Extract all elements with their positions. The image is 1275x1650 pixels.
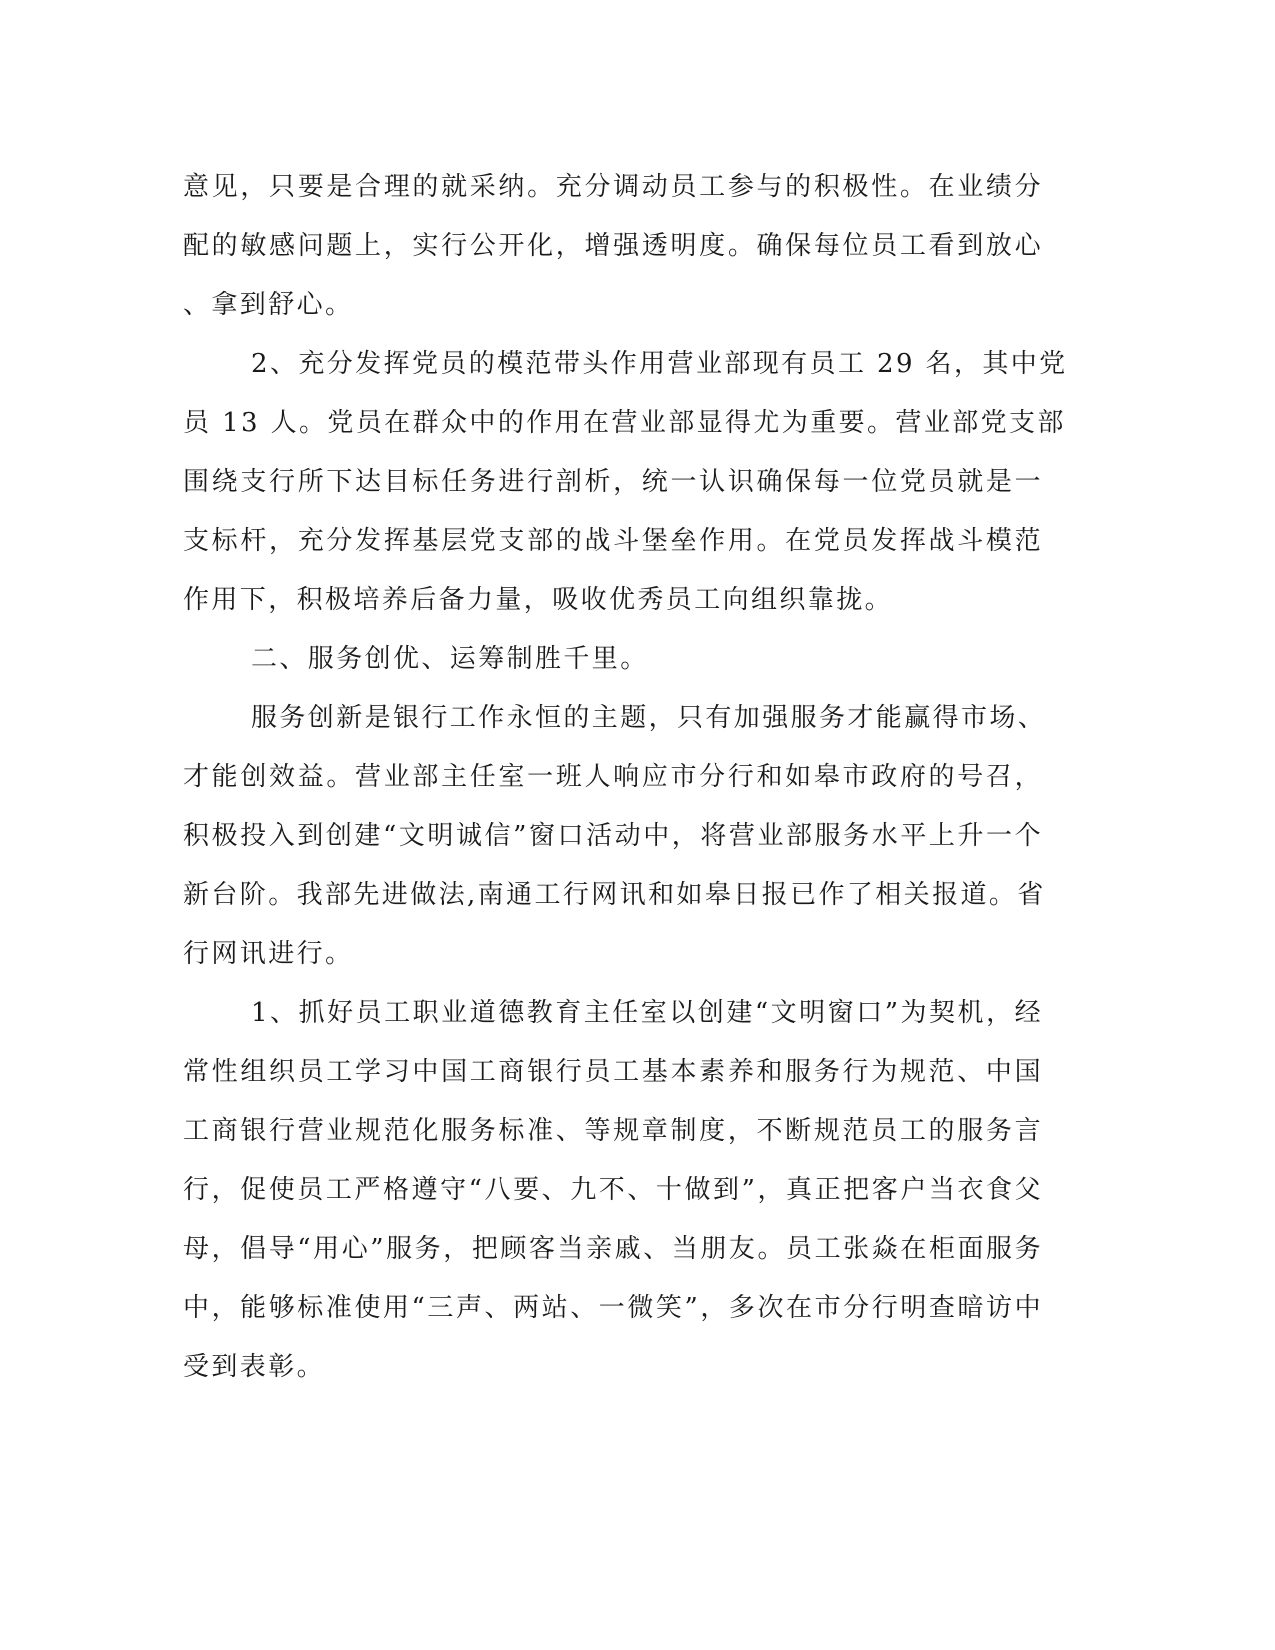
- text-line: 配的敏感问题上，实行公开化，增强透明度。确保每位员工看到放心: [183, 231, 1043, 261]
- document-body: [183, 158, 1068, 1397]
- section-heading: 二、服务创优、运筹制胜千里。: [251, 644, 649, 674]
- text-line: 支标杆，充分发挥基层党支部的战斗堡垒作用。在党员发挥战斗模范: [183, 526, 1043, 556]
- text-line: 中，能够标准使用“三声、两站、一微笑”，多次在市分行明查暗访中: [183, 1293, 1043, 1323]
- text-line: 母，倡导“用心”服务，把顾客当亲戚、当朋友。员工张焱在柜面服务: [183, 1234, 1043, 1264]
- text-line: 行，促使员工严格遵守“八要、九不、十做到”，真正把客户当衣食父: [183, 1175, 1043, 1205]
- text-line: 行网讯进行。: [183, 939, 354, 969]
- text-line: 、拿到舒心。: [183, 290, 354, 320]
- text-line: 新台阶。我部先进做法,南通工行网讯和如皋日报已作了相关报道。省: [183, 880, 1046, 910]
- text-line: 意见，只要是合理的就采纳。充分调动员工参与的积极性。在业绩分: [183, 172, 1043, 202]
- text-line: 围绕支行所下达目标任务进行剖析，统一认识确保每一位党员就是一: [183, 467, 1043, 497]
- paragraph-start-line: 1、抓好员工职业道德教育主任室以创建“文明窗口”为契机，经: [251, 998, 1043, 1028]
- text-line: 积极投入到创建“文明诚信”窗口活动中，将营业部服务水平上升一个: [183, 821, 1043, 851]
- paragraph-start-line: 服务创新是银行工作永恒的主题，只有加强服务才能赢得市场、: [251, 703, 1047, 733]
- text-line: 常性组织员工学习中国工商银行员工基本素养和服务行为规范、中国: [183, 1057, 1043, 1087]
- paragraph-start-line: 2、充分发挥党员的模范带头作用营业部现有员工 29 名，其中党: [251, 349, 1068, 379]
- text-line: 作用下，积极培养后备力量，吸收优秀员工向组织靠拢。: [183, 585, 894, 615]
- text-line: 员 13 人。党员在群众中的作用在营业部显得尤为重要。营业部党支部: [183, 408, 1066, 438]
- text-line: 才能创效益。营业部主任室一班人响应市分行和如皋市政府的号召，: [183, 762, 1043, 792]
- text-line: 受到表彰。: [183, 1352, 326, 1382]
- text-line: 工商银行营业规范化服务标准、等规章制度，不断规范员工的服务言: [183, 1116, 1043, 1146]
